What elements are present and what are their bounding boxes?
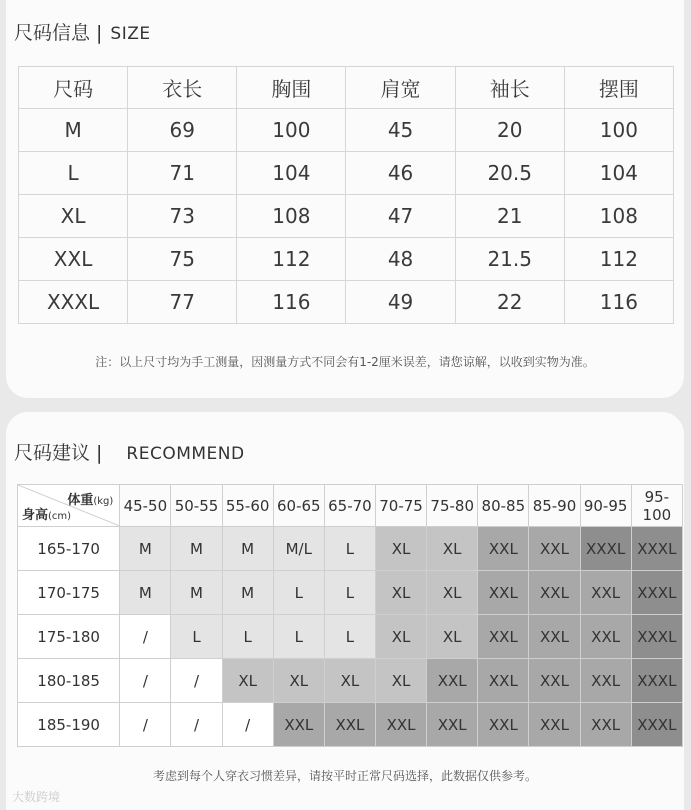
table-row (19, 109, 674, 152)
size-cell: 77 (128, 281, 237, 324)
weight-header-cell: 70-75 (376, 485, 427, 527)
size-title-cn: 尺码信息 (14, 22, 91, 44)
size-cell: 20.5 (455, 152, 564, 195)
size-recommend-cell: XL (427, 527, 478, 571)
table-row (18, 571, 683, 615)
size-recommend-cell: XL (427, 571, 478, 615)
recommend-title-en: RECOMMEND (126, 444, 245, 464)
size-cell: 22 (455, 281, 564, 324)
size-recommend-cell: XXXL (631, 659, 682, 703)
height-cell: 170-175 (18, 571, 120, 615)
size-recommend-cell: M (222, 571, 273, 615)
size-recommend-cell: XXL (376, 703, 427, 747)
size-cell: 75 (128, 238, 237, 281)
size-cell: 73 (128, 195, 237, 238)
size-recommend-cell: L (324, 615, 375, 659)
size-cell: XL (19, 195, 128, 238)
weight-header-cell: 80-85 (478, 485, 529, 527)
size-recommend-cell: M (120, 527, 171, 571)
size-recommend-cell: XXL (478, 703, 529, 747)
watermark: 大数跨境 (12, 790, 61, 804)
size-title-en: SIZE (110, 24, 151, 44)
height-unit: (cm) (48, 511, 72, 522)
size-recommend-cell: XXL (478, 527, 529, 571)
size-recommend-cell: / (120, 659, 171, 703)
size-recommend-cell: L (171, 615, 222, 659)
recommend-header-row (18, 485, 683, 527)
weight-header-cell: 75-80 (427, 485, 478, 527)
height-cell: 185-190 (18, 703, 120, 747)
size-recommend-cell: M/L (273, 527, 324, 571)
size-recommend-cell: XXL (478, 659, 529, 703)
size-cell: XXXL (19, 281, 128, 324)
size-info-title (14, 18, 151, 45)
size-cell: 45 (346, 109, 455, 152)
size-cell: 116 (564, 281, 673, 324)
size-recommend-cell: M (120, 571, 171, 615)
header-cell: 衣长 (128, 67, 237, 109)
height-cell: 180-185 (18, 659, 120, 703)
weight-header-cell: 50-55 (171, 485, 222, 527)
size-cell: 47 (346, 195, 455, 238)
size-recommend-cell: XXL (478, 615, 529, 659)
size-recommend-cell: XXL (529, 615, 580, 659)
recommend-title (14, 438, 245, 465)
size-recommend-cell: XL (222, 659, 273, 703)
height-cell: 175-180 (18, 615, 120, 659)
size-recommend-cell: / (120, 615, 171, 659)
weight-label (67, 489, 113, 508)
size-table-header (19, 67, 674, 109)
size-recommend-cell: XXL (529, 703, 580, 747)
size-cell: 112 (564, 238, 673, 281)
size-recommend-cell: XL (376, 527, 427, 571)
size-cell: 108 (564, 195, 673, 238)
weight-unit: (kg) (93, 496, 114, 507)
table-row (18, 703, 683, 747)
header-cell: 胸围 (237, 67, 346, 109)
size-recommend-cell: XXL (427, 703, 478, 747)
size-cell: 69 (128, 109, 237, 152)
size-recommend-cell: L (222, 615, 273, 659)
size-cell: 21.5 (455, 238, 564, 281)
size-cell: 116 (237, 281, 346, 324)
size-recommend-cell: XXXL (631, 571, 682, 615)
size-recommend-cell: XXL (273, 703, 324, 747)
size-info-card (6, 0, 684, 398)
header-cell: 肩宽 (346, 67, 455, 109)
size-recommend-cell: XL (376, 571, 427, 615)
table-row (19, 238, 674, 281)
size-recommend-cell: / (120, 703, 171, 747)
size-recommend-cell: L (273, 615, 324, 659)
size-recommend-cell: XXL (580, 615, 631, 659)
weight-header-cell: 90-95 (580, 485, 631, 527)
size-recommend-cell: L (324, 527, 375, 571)
size-recommend-cell: XL (427, 615, 478, 659)
title-separator: | (96, 442, 103, 464)
table-row (19, 152, 674, 195)
size-cell: 71 (128, 152, 237, 195)
weight-header-cell: 55-60 (222, 485, 273, 527)
size-recommend-cell: XL (273, 659, 324, 703)
size-recommend-cell: XXL (478, 571, 529, 615)
weight-text: 体重 (67, 493, 94, 508)
weight-header-cell: 65-70 (324, 485, 375, 527)
table-row (18, 527, 683, 571)
size-recommend-cell: XXL (324, 703, 375, 747)
size-cell: L (19, 152, 128, 195)
header-cell: 摆围 (564, 67, 673, 109)
size-recommend-cell: XXXL (631, 615, 682, 659)
size-recommend-cell: XXL (580, 571, 631, 615)
size-recommend-cell: L (273, 571, 324, 615)
size-cell: 21 (455, 195, 564, 238)
size-recommend-cell: / (171, 703, 222, 747)
weight-header-cell: 45-50 (120, 485, 171, 527)
height-label (22, 504, 71, 523)
size-recommend-cell: XL (324, 659, 375, 703)
weight-header-cell: 95-100 (631, 485, 682, 527)
recommend-note: 考虑到每个人穿衣习惯差异，请按平时正常尺码选择，此数据仅供参考。 (152, 769, 537, 783)
recommend-title-cn: 尺码建议 (14, 442, 91, 464)
recommend-table (17, 484, 683, 747)
height-text: 身高 (22, 508, 49, 523)
size-recommend-cell: M (171, 527, 222, 571)
size-recommend-cell: XXL (427, 659, 478, 703)
header-cell: 袖长 (455, 67, 564, 109)
size-cell: 20 (455, 109, 564, 152)
size-cell: 100 (564, 109, 673, 152)
size-recommend-cell: XXXL (631, 703, 682, 747)
size-cell: 112 (237, 238, 346, 281)
table-row (19, 281, 674, 324)
size-cell: 104 (564, 152, 673, 195)
weight-header-cell: 85-90 (529, 485, 580, 527)
size-recommend-cell: XXL (580, 703, 631, 747)
size-recommend-cell: M (222, 527, 273, 571)
size-cell: 49 (346, 281, 455, 324)
size-cell: XXL (19, 238, 128, 281)
size-recommend-cell: XXXL (631, 527, 682, 571)
height-cell: 165-170 (18, 527, 120, 571)
table-row (18, 659, 683, 703)
size-recommend-cell: XXL (529, 571, 580, 615)
size-recommend-cell: / (222, 703, 273, 747)
size-cell: 48 (346, 238, 455, 281)
size-cell: 108 (237, 195, 346, 238)
corner-cell (18, 485, 120, 527)
table-row (18, 615, 683, 659)
size-recommend-cell: XL (376, 659, 427, 703)
size-recommend-cell: XXL (529, 527, 580, 571)
title-separator: | (96, 22, 103, 44)
size-cell: 100 (237, 109, 346, 152)
size-note: 注：以上尺寸均为手工测量，因测量方式不同会有1-2厘米误差，请您谅解，以收到实物为准。 (95, 355, 595, 369)
size-recommend-cell: XXXL (580, 527, 631, 571)
size-cell: M (19, 109, 128, 152)
size-table (18, 66, 674, 324)
recommend-card (6, 412, 684, 810)
size-recommend-cell: / (171, 659, 222, 703)
weight-header-cell: 60-65 (273, 485, 324, 527)
size-cell: 46 (346, 152, 455, 195)
size-recommend-cell: M (171, 571, 222, 615)
size-recommend-cell: L (324, 571, 375, 615)
size-recommend-cell: XL (376, 615, 427, 659)
table-row (19, 195, 674, 238)
size-recommend-cell: XXL (529, 659, 580, 703)
size-cell: 104 (237, 152, 346, 195)
header-cell: 尺码 (19, 67, 128, 109)
size-recommend-cell: XXL (580, 659, 631, 703)
